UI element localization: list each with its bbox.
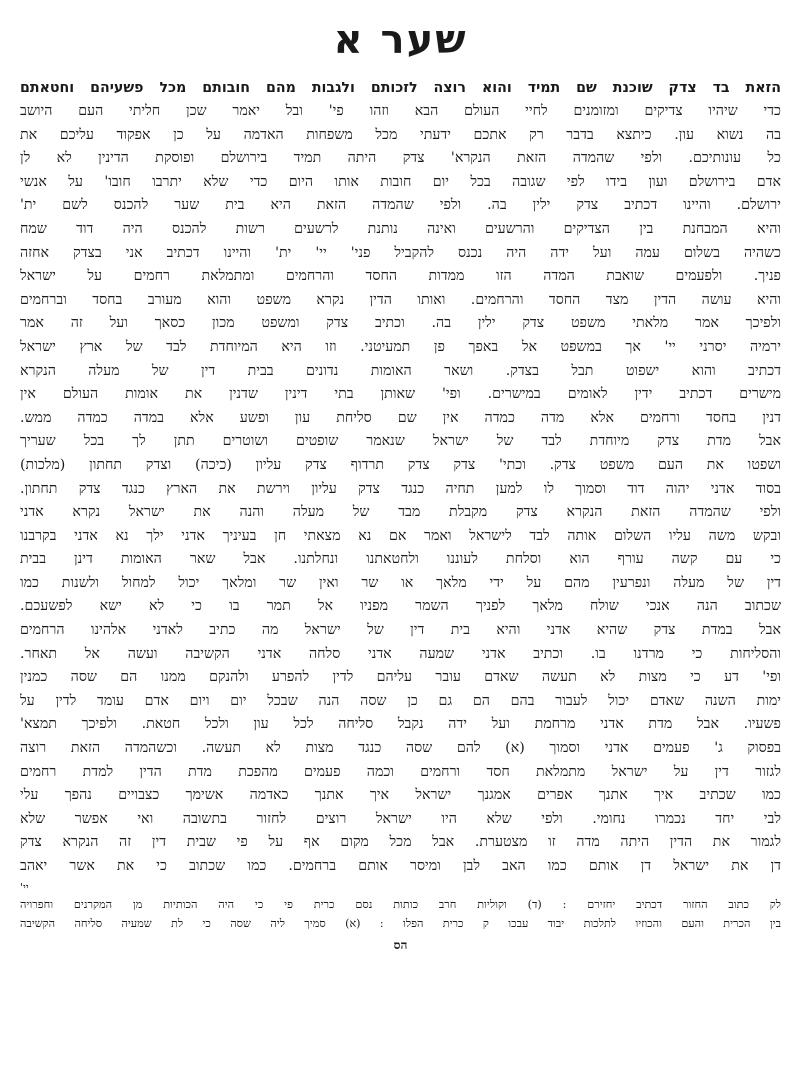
body-line: לבי יחד נכמרו נחומי. ולפי שלא היו ישראל רוצים לחזור בתשובה ואי אפשר שלא	[20, 810, 781, 827]
body-line: כמו שכתיב איך אתנך אפרים אמגנך ישראל איך אתנך כאדמה אשימך כצבויים נהפך עלי	[20, 787, 781, 804]
catchword: יי'	[20, 880, 29, 894]
body-line: דן את ישראל דן אותם כמו האב לבן ומיסר אותם ברחמים. כמו שכתוב כי את אשר יאהב	[20, 858, 781, 874]
body-text	[20, 100, 781, 879]
body-line: לגזור דין על ישראל מתמלאת חסד ורחמים וכמה פעמים מהפכת מדת הדין למדת רחמים	[20, 763, 781, 780]
body-line: בפסוק ג' פעמים אדני וסמוך (א) להם שסה כנגד מצות לא תעשה. וכשהמדה הזאת רוצה	[20, 740, 781, 757]
body-line: דנין בחסד ורחמים אלא מדה כמדה אין שם סליחת עון ופשע אלא במדה כמדה ממש.	[20, 409, 781, 426]
body-line: ופי' דע כי מצות לא תעשה שאדם עובר עליהם לדין להפרע ולהנקם ממנו הם שסה כמנין	[20, 669, 781, 686]
body-line: ובקש משה עליו השלום אותה לבד לישראל ואמר אם נא מצאתי חן בעיניך אדני ילך נא אדני בקרבנו	[20, 527, 781, 544]
body-line: בסוד אדני יהוה דוד וסמוך לו למען תחיה כנגד צדק עליון וירשת את הארץ כנגד צדק תחתון.	[20, 480, 781, 497]
body-line: דין של מעלה ונפרעין מהם על ידי מלאך או שר ואין שר ומלאך יכול למחול ולשנות כמו	[20, 574, 781, 591]
body-line: מישרים דכתיב ידין לאומים במישרים. ופי' שאותן בתי דינין שדנין את אומות העולם אין	[20, 386, 781, 403]
footnote-line: בין הכרית והעם והכוזיו לתלכות יבוד עבכו ק כרית הפלו : (א) סמיך ליה שסה כי לת שמעיה סליחה הקשיבה	[20, 916, 781, 930]
body-line: והיא המבחנת בין הצדיקים והרשעים ואינה נותנת לרשעים רשות להכנס היה דוד שמח	[20, 220, 781, 237]
body-line: אדם בירושלם ועון בידו לפי שגובה בכל יום חובות אותו היום כדי שלא יתרבו חובו' על אנשי	[20, 173, 781, 190]
body-line: ירמיה יסרני יי' אך במשפט אל באפך פן תמעיטני. וזו היא המיוחדת לבד של ארץ ישראל	[20, 338, 781, 355]
body-line: דכתיב והוא ישפוט תבל בצדק. ושאר האומות נדונים בבית דין של מעלה הנקרא	[20, 362, 781, 379]
body-line: שכתוב הנה אנכי שולח מלאך לפניך השמר מפניו אל תמר בו כי לא ישא לפשעכם.	[20, 598, 781, 615]
footnote-line: לק כתוב החזור דכתיב יחזירם : (ד) וקוליות חרב כותות נסם כרית פי כי היה הכותיות מן המקרנים וחפרויה	[20, 897, 781, 911]
body-line: ולפי שהמדה הזאת הנקרא צדק מקבלת מבד של מעלה והנה את ישראל נקרא אדני	[20, 504, 781, 521]
body-line: ולפיכך אמר מלאתי משפט צדק ילין בה. וכתיב צדק ומשפט מכון כסאך ועל זה אמר	[20, 315, 781, 332]
chapter-heading: הזאת בד צדק שוכנת שם תמיד והוא רוצה לזכותם ולגבות מהם חובותם מכל פשעיהם וחטאתם	[20, 80, 781, 96]
body-line: לגמור את הדין היתה מדה זו מצטערת. אבל מכל מקום אף על פי שבית דין זה הנקרא צדק	[20, 834, 781, 851]
printer-signature: הס	[393, 937, 408, 952]
body-line: והיא עושה הדין מצד החסד והרחמים. ואותו הדין נקרא משפט והוא מעורב בחסד וברחמים	[20, 291, 781, 308]
body-line: ירושלם. והיינו דכתיב צדק ילין בה. ולפי שהמדה הזאת היא בית שער להכנס לשם ית'	[20, 197, 781, 214]
body-line: ושפטו את העם משפט צדק. וכתי' צדק צדק תרדוף צדק עליון (כיכה) וצדק תחתון (מלכות)	[20, 456, 781, 473]
body-line: פשעיו. אבל מדת אדני מרחמת ועל ידה נקבל סליחה לכל עון ולכל חטאת. ולפיכך תמצא'	[20, 716, 781, 733]
body-line: בה נשוא עון. כיתצא בדבר רק אתכם ידעתי מכל משפחות האדמה על כן אפקוד עליכם את	[20, 126, 781, 143]
page-title: שער א	[333, 17, 468, 63]
body-line: כשהיה בשלום עמה ועל ידה היה נכנס להקביל פני' יי' ית' והיינו דכתיב אני בצדק אחזה	[20, 244, 781, 261]
body-line: כל עונותיכם. ולפי שהמדה הזאת הנקרא' צדק היתה תמיד בירושלם ופוסקת הדינין לא לן	[20, 150, 781, 167]
body-line: פניך. ולפעמים שואבת המדה הזו ממדות החסד והרחמים ומתמלאת רחמים על ישראל	[20, 268, 781, 285]
body-line: אבל במדת צדק שהיא אדני והיא בית דין של ישראל מה כתיב לאדני אלהינו הרחמים	[20, 622, 781, 639]
body-line: אבל מדת צדק מיוחדת לבד של ישראל שנאמר שופטים ושוטרים תתן לך בכל שעריך	[20, 433, 781, 450]
body-line: כדי שיהיו צדיקים ומזומנים לחיי העולם הבא וזהו פי' ובל יאמר שכן חליתי העם היושב	[20, 103, 781, 119]
footnotes	[20, 895, 781, 933]
body-line: כי עם קשה עורף הוא וסלחת לעוננו ולחטאתנו ונחלתנו. אבל שאר האומות דינן בבית	[20, 551, 781, 568]
body-line: והסליחות כי מרדנו בו. וכתיב אדני שמעה אדני סלחה אדני הקשיבה ועשה אל תאחר.	[20, 645, 781, 662]
body-line: ימות השנה שאדם יכול לעבור בהם הם גם כן שסה הנה שבכל יום ויום אדם עומד לדין על	[20, 692, 781, 709]
